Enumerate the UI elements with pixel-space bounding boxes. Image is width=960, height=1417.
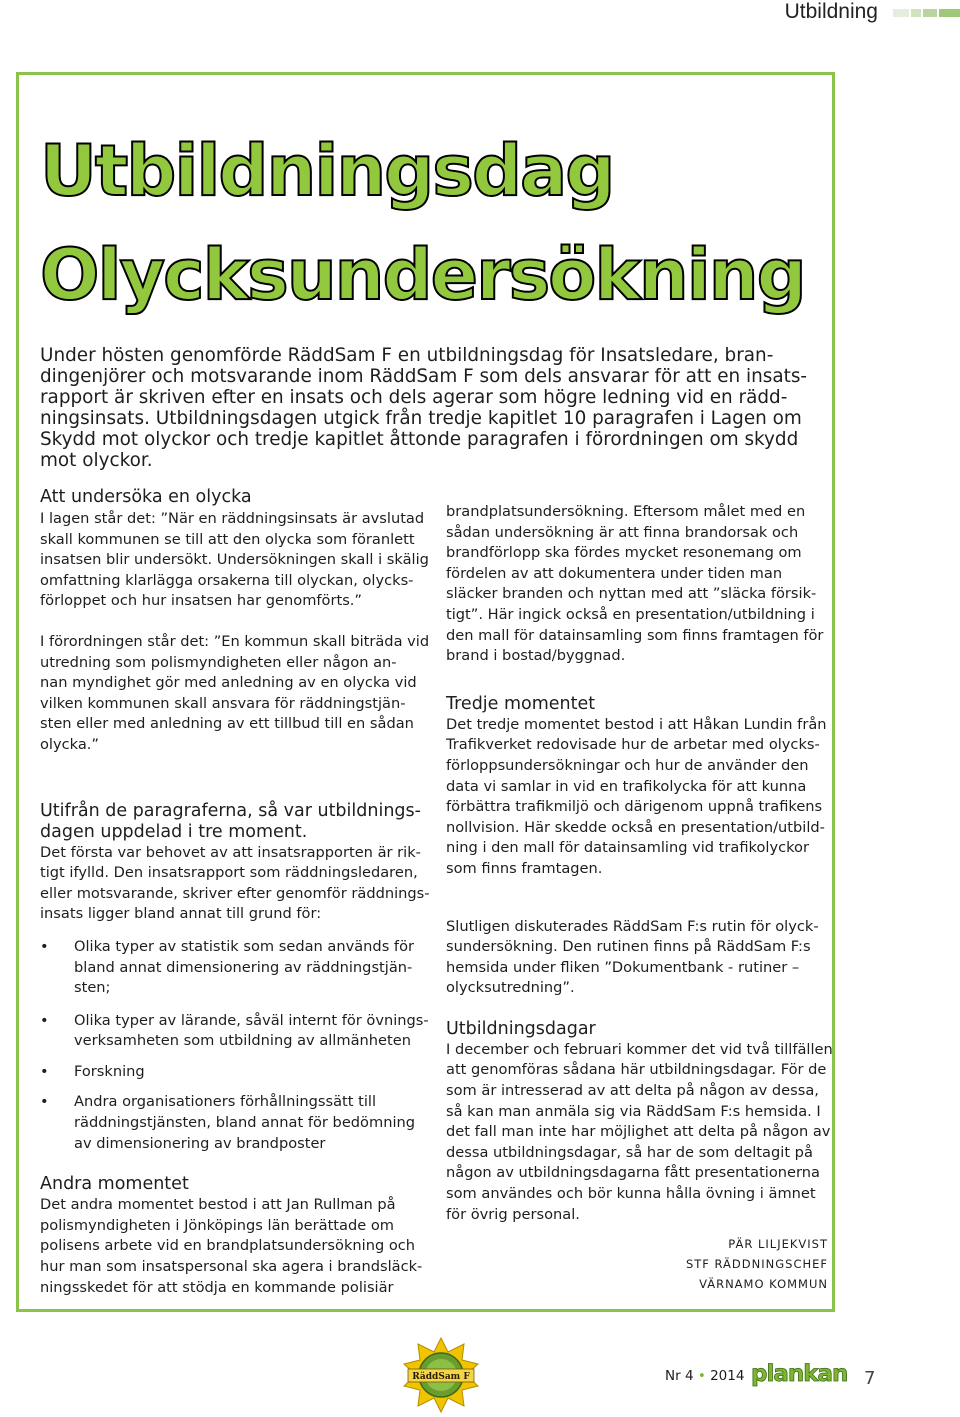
- text-line: som är intresserad av att delta på någon av dessa,: [446, 1082, 819, 1100]
- text-line: som användes och bör kunna hålla övning i ämnet: [446, 1185, 816, 1203]
- text-line: I december och februari kommer det vid två tillfällen: [446, 1040, 833, 1058]
- ingress-line: dingenjörer och motsvarande inom RäddSam F som dels ansvarar för att en insats-: [40, 366, 808, 387]
- paragraph-tredje: [446, 715, 831, 880]
- text-line: Olika typer av statistik som sedan används för: [74, 937, 415, 955]
- section-label: Utbildning: [784, 0, 878, 23]
- paragraph-slutligen: [446, 917, 831, 999]
- author-role: STF RÄDDNINGSCHEF: [685, 1257, 828, 1271]
- text-line: dessa utbildningsdagar, så har de som deltagit på: [446, 1143, 813, 1161]
- section-heading-paragraferna: [40, 801, 430, 843]
- issue-year: 2014: [710, 1368, 745, 1384]
- text-line: av dimensionering av brandposter: [74, 1134, 326, 1152]
- text-line: bland annat dimensionering av räddningstjän-: [74, 958, 413, 976]
- text-line: tigt ifylld. Den insatsrapport som räddningsledaren,: [40, 864, 418, 882]
- text-line: eller motsvarande, skriver efter genomför räddnings-: [40, 884, 430, 902]
- text-line: skall kommunen se till att den olycka som föranlett: [40, 530, 415, 548]
- heading-line: dagen uppdelad i tre moment.: [40, 821, 308, 842]
- ingress-line: Under hösten genomförde RäddSam F en utbildningsdag för Insatsledare, bran-: [40, 345, 774, 366]
- logo-text: RäddSam F: [412, 1372, 470, 1382]
- text-line: omfattning klarlägga orsakerna till olyckan, olycks-: [40, 571, 414, 589]
- magazine-name: plankan: [751, 1361, 848, 1387]
- text-line: verksamheten som utbildning av allmänheten: [74, 1032, 411, 1050]
- magazine-logo: [750, 1360, 848, 1387]
- header-square: [939, 9, 960, 17]
- paragraph-forsta: [40, 843, 430, 925]
- ingress-line: mot olyckor.: [40, 450, 153, 471]
- text-line: I förordningen står det: ”En kommun skall biträda vid: [40, 632, 430, 650]
- text-line: olycksutredning”.: [446, 979, 575, 997]
- paragraph-lagen: [40, 509, 430, 612]
- header-square: [923, 9, 937, 17]
- heading-line: Utifrån de paragraferna, så var utbildnings-: [40, 800, 421, 821]
- section-heading-tredje: Tredje momentet: [446, 693, 596, 714]
- ingress-line: Skydd mot olyckor och tredje kapitlet åttonde paragrafen i förordningen om skydd: [40, 429, 799, 450]
- right-column: [446, 502, 831, 1225]
- text-line: Det tredje momentet bestod i att Håkan Lundin från: [446, 715, 827, 733]
- article-title-line-1: Utbildningsdag: [40, 130, 614, 212]
- section-heading-undersoka: Att undersöka en olycka: [40, 487, 252, 507]
- text-line: sten;: [74, 979, 111, 997]
- bullet-item-organisationer: [40, 1092, 430, 1154]
- text-line: Slutligen diskuterades RäddSam F:s rutin för olyck-: [446, 917, 819, 935]
- text-line: Det första var behovet av att insatsrapporten är rik-: [40, 843, 421, 861]
- bullet-list: [40, 937, 430, 1154]
- text-line: polisens arbete vid en brandplatsundersökning och: [40, 1237, 416, 1255]
- text-line: som finns framtagen.: [446, 859, 603, 877]
- text-line: sådan undersökning är att finna brandorsak och: [446, 523, 799, 541]
- raddsam-logo: [402, 1336, 480, 1414]
- section-heading-utbildningsdagar: Utbildningsdagar: [446, 1018, 596, 1039]
- section-heading-andra: Andra momentet: [40, 1174, 189, 1195]
- text-line: hur man som insatspersonal ska agera i brandsläck-: [40, 1258, 423, 1276]
- ingress-line: rapport är skriven efter en insats och dels agerar som högre ledning vid en rädd-: [40, 387, 788, 408]
- text-line: någon av utbildningsdagarna fått presentationerna: [446, 1164, 820, 1182]
- article-ingress: [40, 345, 830, 471]
- paragraph-andra: [40, 1195, 430, 1298]
- text-line: olycka.”: [40, 735, 99, 753]
- author-organization: VÄRNAMO KOMMUN: [699, 1277, 828, 1291]
- text-line: ning i den mall för datainsamling vid trafikolyckor: [446, 839, 809, 857]
- bullet-icon: •: [40, 1011, 49, 1029]
- text-line: data vi samlar in vid en trafikolycka för att kunna: [446, 777, 807, 795]
- text-line: polismyndigheten i Jönköpings län berättade om: [40, 1216, 394, 1234]
- header-square: [911, 9, 921, 17]
- text-line: utredning som polismyndigheten eller någon an-: [40, 653, 397, 671]
- text-line: räddningstjänsten, bland annat för bedömning: [74, 1114, 416, 1132]
- article-title-line-2: Olycksundersökning: [40, 234, 805, 316]
- ingress-line: ningsinsats. Utbildningsdagen utgick från tredje kapitlet 10 paragrafen i Lagen om: [40, 408, 802, 429]
- text-line: insats ligger bland annat till grund för:: [40, 905, 322, 923]
- header-square: [893, 9, 909, 17]
- text-line: nan myndighet gör med anledning av en olycka vid: [40, 674, 417, 692]
- text-line: förloppet och hur insatsen har genomförts.”: [40, 592, 362, 610]
- text-line: tigt”. Här ingick också en presentation/utbildning i: [446, 605, 815, 623]
- paragraph-continuation: [446, 502, 831, 667]
- text-line: vilken kommunen skall ansvara för räddningstjän-: [40, 694, 406, 712]
- text-line: förbättra trafikmiljö och därigenom uppnå trafikens: [446, 798, 823, 816]
- text-line: Trafikverket redovisade hur de arbetar med olycks-: [446, 736, 820, 754]
- text-line: så kan man anmäla sig via RäddSam F:s hemsida. I: [446, 1102, 821, 1120]
- text-line: att genomföras sådana här utbildningsdagar. För de: [446, 1061, 827, 1079]
- text-line: den mall för datainsamling som finns framtagen för: [446, 626, 824, 644]
- text-line: sten eller med anledning av ett tillbud till en sådan: [40, 715, 414, 733]
- text-line: förloppsundersökningar och hur de använder den: [446, 756, 809, 774]
- paragraph-utbildningsdagar: [446, 1040, 831, 1225]
- bullet-item-statistik: [40, 937, 430, 999]
- text-line: Forskning: [74, 1062, 145, 1080]
- issue-info: [665, 1368, 744, 1384]
- text-line: Olika typer av lärande, såväl internt för övnings-: [74, 1011, 429, 1029]
- bullet-item-forskning: [40, 1062, 430, 1083]
- text-line: Andra organisationers förhållningssätt till: [74, 1093, 377, 1111]
- text-line: det fall man inte har möjlighet att delta på någon av: [446, 1123, 831, 1141]
- text-line: hemsida under fliken ”Dokumentbank - rutiner –: [446, 958, 800, 976]
- issue-number: Nr 4: [665, 1368, 694, 1384]
- issue-separator: •: [697, 1368, 706, 1384]
- bullet-item-larande: [40, 1011, 430, 1052]
- text-line: brandplatsundersökning. Eftersom målet med en: [446, 503, 806, 520]
- text-line: brandförlopp ska fördes mycket resonemang om: [446, 544, 802, 562]
- text-line: fördelen av att dokumentera under tiden man: [446, 564, 783, 582]
- text-line: släcker branden och nyttan med att ”släcka försik-: [446, 585, 817, 603]
- bullet-icon: •: [40, 1062, 49, 1080]
- text-line: sundersökning. Den rutinen finns på RäddSam F:s: [446, 938, 811, 956]
- bullet-icon: •: [40, 1093, 49, 1111]
- text-line: I lagen står det: ”När en räddningsinsats är avslutad: [40, 510, 425, 527]
- author-name: PÄR LILJEKVIST: [728, 1237, 828, 1251]
- text-line: nollvision. Här skedde också en presentation/utbild-: [446, 818, 825, 836]
- text-line: brand i bostad/byggnad.: [446, 647, 626, 665]
- author-signature: [686, 1234, 828, 1294]
- text-line: insatsen blir undersökt. Undersökningen skall i skälig: [40, 551, 429, 569]
- page-number: 7: [864, 1368, 876, 1389]
- text-line: Det andra momentet bestod i att Jan Rullman på: [40, 1196, 396, 1214]
- bullet-icon: •: [40, 937, 49, 955]
- left-column: [40, 487, 430, 1298]
- paragraph-forordningen: [40, 632, 430, 756]
- text-line: för övrig personal.: [446, 1205, 580, 1223]
- text-line: ningsskedet för att stödja en kommande polisiär: [40, 1278, 394, 1296]
